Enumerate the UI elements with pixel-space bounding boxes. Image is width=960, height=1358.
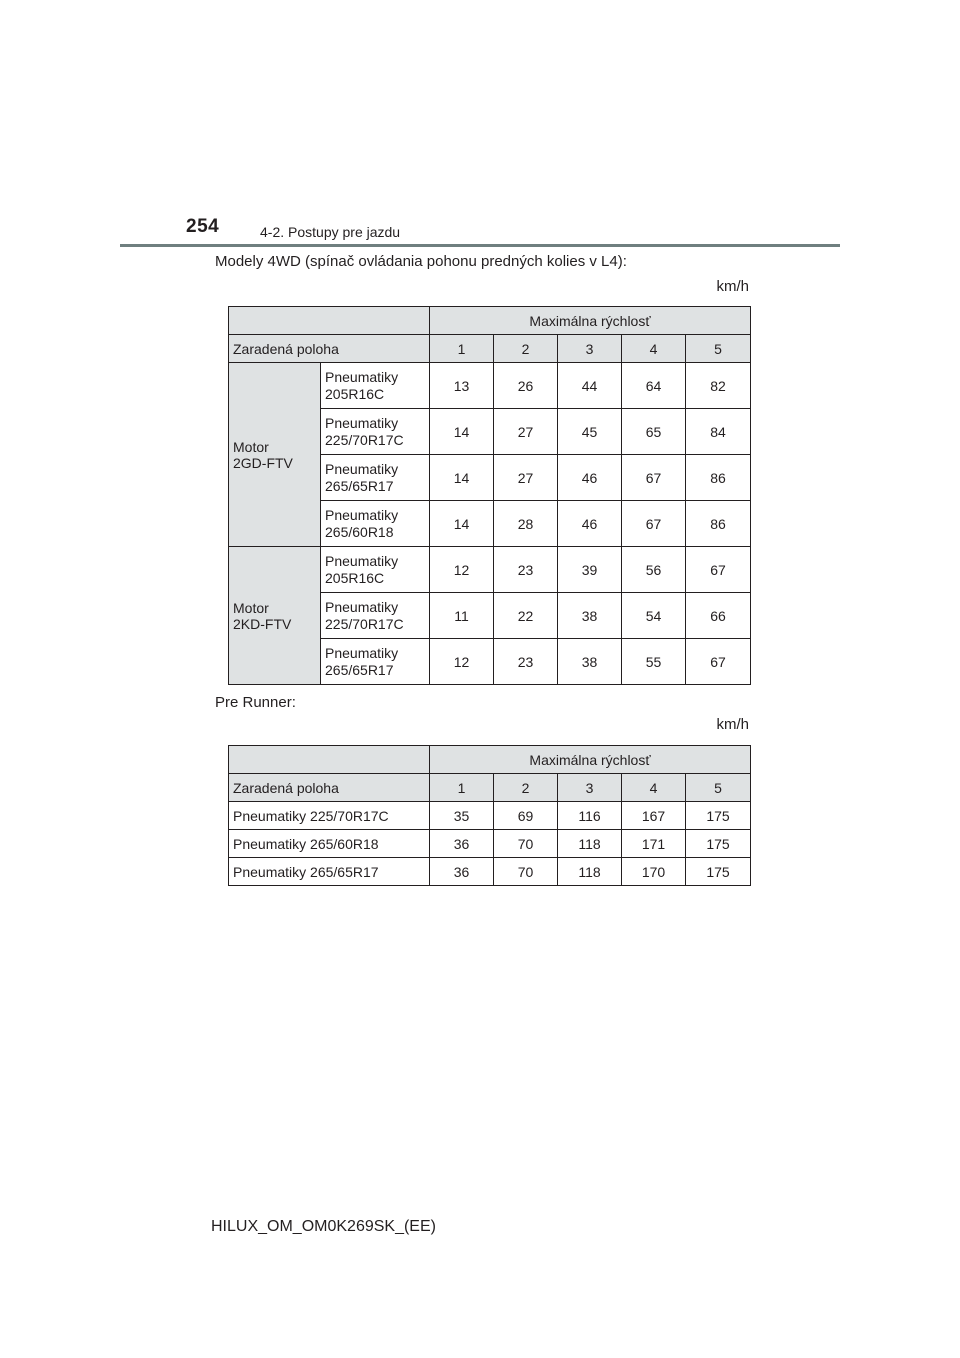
speed-value-cell: 175 bbox=[686, 802, 751, 830]
speed-value-cell: 70 bbox=[494, 830, 558, 858]
speed-value-cell: 35 bbox=[430, 802, 494, 830]
engine-cell: Motor 2KD-FTV bbox=[229, 547, 321, 685]
tire-cell: Pneumatiky 265/65R17 bbox=[321, 639, 430, 685]
tire-cell: Pneumatiky 205R16C bbox=[321, 363, 430, 409]
max-speed-header: Maximálna rýchlosť bbox=[430, 746, 751, 774]
speed-value-cell: 12 bbox=[430, 547, 494, 593]
speed-value-cell: 67 bbox=[686, 547, 751, 593]
speed-value-cell: 14 bbox=[430, 455, 494, 501]
speed-table-4wd bbox=[228, 306, 751, 685]
speed-value-cell: 66 bbox=[686, 593, 751, 639]
gear-row bbox=[229, 774, 751, 802]
speed-value-cell: 56 bbox=[622, 547, 686, 593]
speed-value-cell: 14 bbox=[430, 501, 494, 547]
engine-cell: Motor 2GD-FTV bbox=[229, 363, 321, 547]
speed-value-cell: 22 bbox=[494, 593, 558, 639]
speed-value-cell: 39 bbox=[558, 547, 622, 593]
speed-value-cell: 118 bbox=[558, 858, 622, 886]
speed-value-cell: 55 bbox=[622, 639, 686, 685]
gear-label: Zaradená poloha bbox=[229, 335, 430, 363]
speed-value-cell: 54 bbox=[622, 593, 686, 639]
table-corner-cell bbox=[229, 746, 430, 774]
speed-value-cell: 118 bbox=[558, 830, 622, 858]
header-divider bbox=[120, 244, 840, 247]
gear-cell: 5 bbox=[686, 335, 751, 363]
speed-value-cell: 45 bbox=[558, 409, 622, 455]
gear-cell: 5 bbox=[686, 774, 751, 802]
section-title: 4-2. Postupy pre jazdu bbox=[260, 224, 401, 240]
table-row bbox=[229, 830, 751, 858]
section1-intro: Modely 4WD (spínač ovládania pohonu predných kolies v L4): bbox=[215, 253, 627, 270]
gear-cell: 1 bbox=[430, 335, 494, 363]
speed-value-cell: 86 bbox=[686, 501, 751, 547]
speed-value-cell: 13 bbox=[430, 363, 494, 409]
speed-value-cell: 38 bbox=[558, 639, 622, 685]
table-header-row bbox=[229, 307, 751, 335]
table-corner-cell bbox=[229, 307, 430, 335]
tire-cell: Pneumatiky 225/70R17C bbox=[321, 409, 430, 455]
speed-value-cell: 175 bbox=[686, 858, 751, 886]
speed-value-cell: 12 bbox=[430, 639, 494, 685]
tire-cell: Pneumatiky 265/65R17 bbox=[321, 455, 430, 501]
speed-value-cell: 65 bbox=[622, 409, 686, 455]
section1-unit: km/h bbox=[716, 278, 749, 295]
tire-cell: Pneumatiky 265/60R18 bbox=[321, 501, 430, 547]
table-row bbox=[229, 858, 751, 886]
gear-cell: 4 bbox=[622, 774, 686, 802]
speed-value-cell: 82 bbox=[686, 363, 751, 409]
speed-value-cell: 84 bbox=[686, 409, 751, 455]
speed-value-cell: 170 bbox=[622, 858, 686, 886]
table-header-row bbox=[229, 746, 751, 774]
tire-cell: Pneumatiky 225/70R17C bbox=[321, 593, 430, 639]
gear-cell: 3 bbox=[558, 774, 622, 802]
speed-value-cell: 44 bbox=[558, 363, 622, 409]
gear-row bbox=[229, 335, 751, 363]
table-row bbox=[229, 363, 751, 409]
max-speed-header: Maximálna rýchlosť bbox=[430, 307, 751, 335]
speed-value-cell: 14 bbox=[430, 409, 494, 455]
speed-value-cell: 67 bbox=[622, 455, 686, 501]
gear-label: Zaradená poloha bbox=[229, 774, 430, 802]
speed-value-cell: 64 bbox=[622, 363, 686, 409]
speed-value-cell: 23 bbox=[494, 639, 558, 685]
speed-value-cell: 27 bbox=[494, 455, 558, 501]
speed-value-cell: 69 bbox=[494, 802, 558, 830]
tire-cell: Pneumatiky 225/70R17C bbox=[229, 802, 430, 830]
speed-value-cell: 26 bbox=[494, 363, 558, 409]
section2-unit: km/h bbox=[716, 716, 749, 733]
page-number: 254 bbox=[186, 216, 220, 237]
speed-value-cell: 23 bbox=[494, 547, 558, 593]
tire-cell: Pneumatiky 205R16C bbox=[321, 547, 430, 593]
gear-cell: 4 bbox=[622, 335, 686, 363]
speed-value-cell: 116 bbox=[558, 802, 622, 830]
speed-value-cell: 46 bbox=[558, 501, 622, 547]
speed-value-cell: 27 bbox=[494, 409, 558, 455]
speed-value-cell: 86 bbox=[686, 455, 751, 501]
speed-value-cell: 171 bbox=[622, 830, 686, 858]
speed-value-cell: 175 bbox=[686, 830, 751, 858]
document-code: HILUX_OM_OM0K269SK_(EE) bbox=[211, 1218, 436, 1235]
table-row bbox=[229, 547, 751, 593]
speed-value-cell: 36 bbox=[430, 830, 494, 858]
gear-cell: 2 bbox=[494, 335, 558, 363]
speed-value-cell: 11 bbox=[430, 593, 494, 639]
tire-cell: Pneumatiky 265/65R17 bbox=[229, 858, 430, 886]
gear-cell: 1 bbox=[430, 774, 494, 802]
speed-value-cell: 38 bbox=[558, 593, 622, 639]
section2-intro: Pre Runner: bbox=[215, 694, 296, 711]
speed-value-cell: 36 bbox=[430, 858, 494, 886]
speed-table-pre-runner bbox=[228, 745, 751, 886]
speed-value-cell: 167 bbox=[622, 802, 686, 830]
gear-cell: 2 bbox=[494, 774, 558, 802]
speed-value-cell: 67 bbox=[622, 501, 686, 547]
speed-value-cell: 46 bbox=[558, 455, 622, 501]
speed-value-cell: 67 bbox=[686, 639, 751, 685]
speed-value-cell: 28 bbox=[494, 501, 558, 547]
tire-cell: Pneumatiky 265/60R18 bbox=[229, 830, 430, 858]
gear-cell: 3 bbox=[558, 335, 622, 363]
table-row bbox=[229, 802, 751, 830]
speed-value-cell: 70 bbox=[494, 858, 558, 886]
